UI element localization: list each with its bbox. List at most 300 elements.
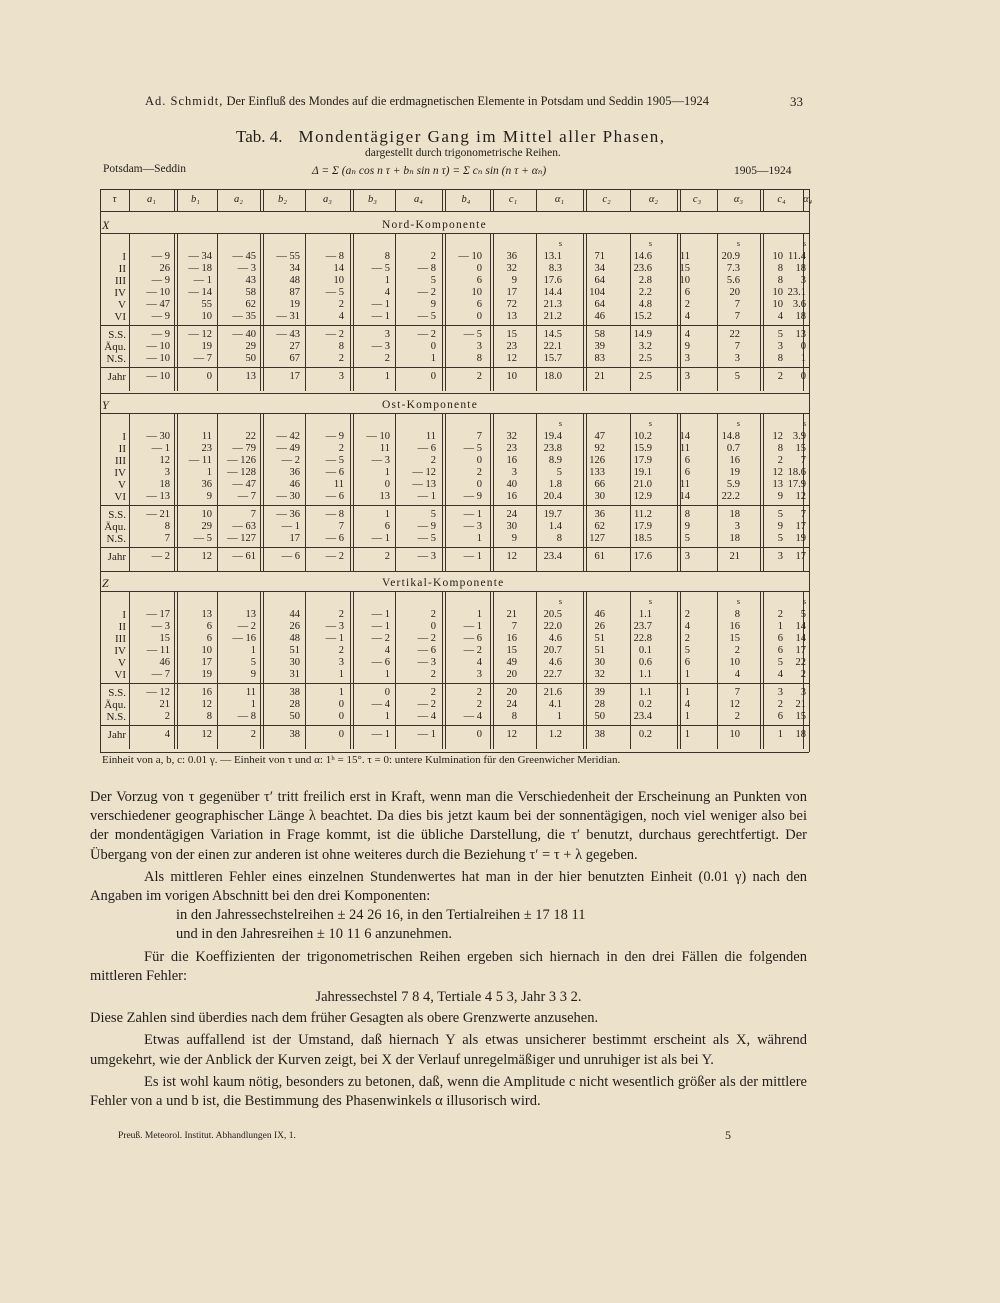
paragraph: in den Jahressechstelreihen ± 24 26 16, in den Tertialreihen ± 17 18 11 — [176, 907, 586, 924]
table-cell: — 3 — [417, 657, 436, 668]
table-cell: 3 — [684, 353, 690, 364]
table-cell: 1 — [250, 699, 256, 710]
table-footnote: Einheit von a, b, c: 0.01 γ. — Einheit von τ und α: 1ʰ = 15°. τ = 0: untere Kulmination für den Greenwicher Meridian. — [102, 754, 621, 766]
table-cell: 5 — [684, 533, 690, 544]
table-cell: 19.7 — [543, 509, 562, 520]
table-cell: 8 — [384, 251, 390, 262]
table-cell: 7 — [734, 299, 740, 310]
table-cell: 8 — [164, 521, 170, 532]
table-cell: 2 — [777, 371, 783, 382]
table-cell: 64 — [594, 299, 605, 310]
table-cell: — 9 — [151, 311, 170, 322]
unit-marker: s — [802, 239, 806, 248]
table-cell: 1.1 — [638, 687, 652, 698]
table-cell: — 1 — [371, 299, 390, 310]
table-cell: 47 — [594, 431, 605, 442]
table-cell: 3 — [338, 657, 344, 668]
table-cell: 31 — [289, 669, 300, 680]
table-cell: — 6 — [325, 467, 344, 478]
table-cell: 8 — [556, 533, 562, 544]
table-cell: — 40 — [232, 329, 256, 340]
table-cell: 50 — [594, 711, 605, 722]
table-cell: 0 — [338, 729, 344, 740]
table-cell: 2 — [476, 687, 482, 698]
table-cell: 2 — [476, 467, 482, 478]
table-cell: 1 — [684, 711, 690, 722]
table-cell: 9 — [777, 491, 783, 502]
row-label: IV — [114, 645, 126, 657]
row-label: Jahr — [107, 371, 126, 383]
table-cell: 3 — [476, 341, 482, 352]
table-cell: 19.1 — [633, 467, 652, 478]
table-cell: 39 — [594, 341, 605, 352]
row-label: Äqu. — [104, 699, 126, 711]
table-cell: 1 — [556, 711, 562, 722]
table-cell: 4 — [384, 287, 390, 298]
table-cell: 19 — [201, 669, 212, 680]
row-label: N.S. — [106, 353, 126, 365]
table-cell: 3 — [684, 551, 690, 562]
table-cell: 8.9 — [548, 455, 562, 466]
table-cell: 21.0 — [633, 479, 652, 490]
column-header: τ — [112, 194, 117, 205]
table-cell: 29 — [201, 521, 212, 532]
unit-marker: s — [558, 419, 562, 428]
table-cell: — 4 — [371, 699, 390, 710]
table-cell: 2 — [430, 669, 436, 680]
table-cell: 10 — [772, 287, 783, 298]
table-cell: 5 — [250, 657, 256, 668]
table-cell: 14 — [795, 621, 806, 632]
table-cell: 11 — [425, 431, 436, 442]
table-cell: 20 — [506, 669, 517, 680]
table-cell: 4.1 — [548, 699, 562, 710]
table-cell: 17 — [289, 533, 300, 544]
table-cell: 50 — [245, 353, 256, 364]
table-cell: 6 — [777, 633, 783, 644]
table-cell: 2.8 — [638, 275, 652, 286]
table-cell: 46 — [289, 479, 300, 490]
section-header-rule — [100, 591, 809, 592]
table-cell: — 30 — [146, 431, 170, 442]
table-cell: 20.5 — [543, 609, 562, 620]
table-cell: 7 — [250, 509, 256, 520]
table-cell: — 2 — [151, 551, 170, 562]
table-cell: — 13 — [412, 479, 436, 490]
table-cell: — 11 — [188, 455, 212, 466]
column-header: b₃ — [368, 194, 377, 205]
table-cell: 43 — [245, 275, 256, 286]
column-header: a₁ — [147, 194, 156, 205]
table-cell: 13 — [245, 609, 256, 620]
table-cell: 12 — [506, 353, 517, 364]
table-years: 1905—1924 — [734, 165, 792, 177]
table-cell: — 10 — [366, 431, 390, 442]
section-title: Nord-Komponente — [382, 219, 487, 231]
table-formula: Δ = Σ (aₙ cos n τ + bₙ sin n τ) = Σ cₙ sin (n τ + αₙ) — [312, 165, 547, 177]
table-cell: 22.1 — [543, 341, 562, 352]
table-cell: 7 — [511, 621, 517, 632]
table-cell: — 1 — [371, 621, 390, 632]
table-cell: 0 — [800, 371, 806, 382]
table-cell: 22.0 — [543, 621, 562, 632]
table-cell: 28 — [289, 699, 300, 710]
table-cell: — 9 — [325, 431, 344, 442]
table-cell: 23.1 — [787, 287, 806, 298]
column-header: b₄ — [461, 194, 471, 205]
table-cell: 0 — [338, 711, 344, 722]
table-cell: 7 — [734, 311, 740, 322]
table-cell: — 7 — [151, 669, 170, 680]
section-symbol: X — [102, 218, 110, 232]
row-group-rule — [100, 725, 809, 726]
unit-marker: s — [558, 239, 562, 248]
table-cell: 10 — [729, 657, 740, 668]
table-cell: — 35 — [232, 311, 256, 322]
column-header: a₄ — [414, 194, 423, 205]
table-cell: — 3 — [463, 521, 482, 532]
table-cell: — 9 — [151, 329, 170, 340]
table-cell: 2 — [338, 609, 344, 620]
table-cell: 4 — [476, 657, 482, 668]
table-cell: 38 — [594, 729, 605, 740]
table-cell: 15.9 — [633, 443, 652, 454]
table-cell: — 1 — [371, 311, 390, 322]
table-cell: 8 — [338, 341, 344, 352]
table-cell: 23 — [201, 443, 212, 454]
table-subtitle: dargestellt durch trigonometrische Reihen. — [365, 147, 561, 159]
column-header: a₃ — [323, 194, 332, 205]
table-cell: 1.1 — [638, 609, 652, 620]
row-group-rule — [100, 325, 809, 326]
section-title: Ost-Komponente — [382, 399, 479, 411]
table-cell: 36 — [289, 467, 300, 478]
table-cell: 127 — [589, 533, 605, 544]
table-cell: — 3 — [151, 621, 170, 632]
table-cell: 19.4 — [543, 431, 562, 442]
table-cell: 1 — [777, 729, 783, 740]
table-cell: 6 — [206, 633, 212, 644]
unit-marker: s — [648, 239, 652, 248]
table-cell: 1 — [476, 609, 482, 620]
row-label: Äqu. — [104, 521, 126, 533]
table-cell: 87 — [289, 287, 300, 298]
table-cell: 15 — [729, 633, 740, 644]
table-cell: 12 — [159, 455, 170, 466]
table-cell: 12 — [772, 467, 783, 478]
page-number: 33 — [790, 94, 803, 109]
table-cell: 0.7 — [726, 443, 740, 454]
row-label: VI — [114, 669, 126, 681]
row-label: III — [115, 633, 126, 645]
column-header: c₁ — [508, 194, 518, 205]
table-cell: 2.5 — [638, 371, 652, 382]
table-cell: 13 — [795, 329, 806, 340]
table-cell: 6 — [684, 467, 690, 478]
table-cell: 6 — [684, 455, 690, 466]
table-cell: 1 — [800, 353, 806, 364]
table-cell: 7.3 — [726, 263, 740, 274]
body-text — [90, 788, 807, 1111]
table-cell: 2 — [684, 609, 690, 620]
column-header: c₃ — [692, 194, 702, 205]
table-cell: 7 — [164, 533, 170, 544]
row-label: S.S. — [108, 329, 126, 341]
table-cell: 0.1 — [638, 645, 652, 656]
table-cell: — 5 — [417, 533, 436, 544]
table-cell: — 6 — [281, 551, 300, 562]
table-cell: 39 — [594, 687, 605, 698]
table-cell: — 17 — [146, 609, 170, 620]
paragraph: Diese Zahlen sind überdies nach dem früher Gesagten als obere Grenzwerte anzusehen. — [90, 1010, 599, 1027]
table-cell: 4 — [684, 699, 690, 710]
table-cell: — 3 — [371, 341, 390, 352]
table-cell: 66 — [594, 479, 605, 490]
table-cell: — 1 — [151, 443, 170, 454]
table-cell: 1 — [384, 275, 390, 286]
table-cell: 3.6 — [792, 299, 806, 310]
row-label: Jahr — [107, 551, 126, 563]
table-cell: 8.3 — [548, 263, 562, 274]
table-cell: 46 — [159, 657, 170, 668]
table-cell: 2 — [338, 645, 344, 656]
table-location: Potsdam—Seddin — [103, 163, 187, 175]
table-cell: 14 — [679, 431, 690, 442]
table-cell: 5 — [556, 467, 562, 478]
table-cell: 3 — [777, 687, 783, 698]
table-cell: 2 — [684, 633, 690, 644]
table-cell: 11 — [245, 687, 256, 698]
table-cell: 8 — [511, 711, 517, 722]
table-cell: — 6 — [371, 657, 390, 668]
table-cell: — 6 — [417, 645, 436, 656]
table-cell: — 63 — [232, 521, 256, 532]
paragraph: Als mittleren Fehler eines einzelnen Stundenwertes hat man in der hier benutzten Einheit (0.01 γ) nach den Angaben im vorigen Abschnitt bei den drei Komponenten: — [90, 868, 807, 905]
table-cell: — 3 — [325, 621, 344, 632]
table-cell: — 2 — [371, 633, 390, 644]
table-cell: 0 — [338, 699, 344, 710]
table-cell: — 49 — [276, 443, 300, 454]
table-cell: 2 — [164, 711, 170, 722]
table-cell: 6 — [384, 521, 390, 532]
row-label: VI — [114, 311, 126, 323]
table-cell: — 8 — [237, 711, 256, 722]
table-cell: 3 — [338, 371, 344, 382]
table-cell: — 10 — [146, 353, 170, 364]
table-cell: 7 — [800, 509, 806, 520]
table-cell: — 1 — [371, 729, 390, 740]
table-cell: 0 — [430, 621, 436, 632]
table-cell: 1.1 — [638, 669, 652, 680]
table-cell: 26 — [594, 621, 605, 632]
table-cell: 12.9 — [633, 491, 652, 502]
table-cell: 17.6 — [633, 551, 652, 562]
table-cell: 23 — [506, 341, 517, 352]
table-cell: — 9 — [463, 491, 482, 502]
unit-marker: s — [736, 239, 740, 248]
table-cell: 0 — [476, 455, 482, 466]
table-cell: 48 — [289, 275, 300, 286]
table-cell: 4 — [684, 311, 690, 322]
row-label: III — [115, 275, 126, 287]
table-cell: 3 — [164, 467, 170, 478]
table-cell: 10 — [201, 645, 212, 656]
table-cell: 3 — [684, 371, 690, 382]
table-cell: 20 — [506, 687, 517, 698]
table-cell: 2 — [777, 609, 783, 620]
table-cell: 40 — [506, 479, 517, 490]
table-cell: 22 — [245, 431, 256, 442]
unit-marker: s — [736, 419, 740, 428]
row-label: V — [118, 299, 126, 311]
row-group-rule — [100, 683, 809, 684]
table-cell: 1.2 — [548, 729, 562, 740]
table-cell: 5 — [800, 609, 806, 620]
table-cell: 5 — [777, 657, 783, 668]
table-cell: 15 — [506, 329, 517, 340]
table-cell: 20 — [729, 287, 740, 298]
table-cell: 26 — [159, 263, 170, 274]
row-label: S.S. — [108, 687, 126, 699]
table-cell: 14 — [795, 633, 806, 644]
table-cell: 6 — [476, 275, 482, 286]
table-cell: — 1 — [325, 633, 344, 644]
column-header: α₃ — [733, 194, 744, 205]
row-label: N.S. — [106, 711, 126, 723]
table-cell: 30 — [506, 521, 517, 532]
table-cell: 16 — [506, 455, 517, 466]
row-label: II — [118, 621, 126, 633]
table-cell: — 18 — [188, 263, 212, 274]
table-cell: 2 — [734, 711, 740, 722]
table-cell: 38 — [289, 729, 300, 740]
table-cell: 5 — [430, 509, 436, 520]
table-cell: 36 — [506, 251, 517, 262]
table-cell: 2 — [338, 299, 344, 310]
row-label: N.S. — [106, 533, 126, 545]
table-cell: 3 — [476, 669, 482, 680]
table-cell: 6 — [777, 645, 783, 656]
paragraph: Jahressechstel 7 8 4, Tertiale 4 5 3, Jahr 3 3 2. — [315, 989, 582, 1006]
table-cell: — 7 — [193, 353, 212, 364]
table-cell: 5.9 — [726, 479, 740, 490]
table-cell: — 8 — [325, 509, 344, 520]
table-cell: 36 — [201, 479, 212, 490]
table-cell: 2 — [430, 251, 436, 262]
table-cell: 30 — [594, 491, 605, 502]
section-header-rule — [100, 233, 809, 234]
table-cell: — 42 — [276, 431, 300, 442]
row-label: II — [118, 443, 126, 455]
table-cell: 3 — [734, 521, 740, 532]
table-cell: 1 — [430, 353, 436, 364]
table-cell: 48 — [289, 633, 300, 644]
table-cell: — 1 — [417, 491, 436, 502]
table-cell: — 5 — [325, 287, 344, 298]
table-cell: — 16 — [232, 633, 256, 644]
table-cell: 5 — [777, 329, 783, 340]
table-cell: 0 — [430, 341, 436, 352]
table-cell: 13.1 — [543, 251, 562, 262]
table-cell: 17.9 — [787, 479, 806, 490]
table-cell: 9 — [511, 275, 517, 286]
table-cell: 26 — [289, 621, 300, 632]
table-cell: 11 — [379, 443, 390, 454]
table-cell: 10 — [772, 299, 783, 310]
table-cell: 62 — [245, 299, 256, 310]
table-cell: 14.8 — [721, 431, 740, 442]
table-cell: 4 — [338, 311, 344, 322]
table-cell: 46 — [594, 311, 605, 322]
table-cell: 12 — [201, 729, 212, 740]
table-cell: — 6 — [463, 633, 482, 644]
table-cell: — 10 — [146, 287, 170, 298]
table-cell: 8 — [777, 275, 783, 286]
table-cell: — 61 — [232, 551, 256, 562]
table-cell: 11.4 — [788, 251, 806, 262]
table-cell: 0 — [430, 371, 436, 382]
table-cell: — 10 — [458, 251, 482, 262]
table-cell: 8 — [476, 353, 482, 364]
row-label: Jahr — [107, 729, 126, 741]
table-cell: 4.6 — [548, 657, 562, 668]
table-cell: 12 — [506, 729, 517, 740]
table-cell: 2 — [777, 455, 783, 466]
table-cell: — 12 — [412, 467, 436, 478]
table-cell: 133 — [589, 467, 605, 478]
table-cell: 11 — [679, 251, 690, 262]
table-cell: 23.8 — [543, 443, 562, 454]
row-group-rule — [100, 505, 809, 506]
table-cell: 1 — [338, 687, 344, 698]
table-cell: 6 — [206, 621, 212, 632]
table-cell: 23.6 — [633, 263, 652, 274]
table-cell: 1 — [250, 645, 256, 656]
table-cell: 18.0 — [543, 371, 562, 382]
table-cell: 0.6 — [638, 657, 652, 668]
table-cell: — 1 — [417, 729, 436, 740]
table-cell: 11 — [679, 443, 690, 454]
table-cell: 23 — [506, 443, 517, 454]
table-cell: — 5 — [325, 455, 344, 466]
row-label: IV — [114, 467, 126, 479]
table-cell: 19 — [201, 341, 212, 352]
table-cell: 1 — [684, 729, 690, 740]
imprint: Preuß. Meteorol. Institut. Abhandlungen IX, 1. — [118, 1131, 296, 1141]
table-cell: — 3 — [237, 263, 256, 274]
table-cell: 5 — [684, 645, 690, 656]
table-cell: — 3 — [371, 455, 390, 466]
row-label: I — [122, 431, 126, 443]
table-cell: — 2 — [281, 455, 300, 466]
table-cell: 1 — [384, 669, 390, 680]
table-cell: 2 — [384, 551, 390, 562]
table-cell: 0 — [476, 311, 482, 322]
table-cell: 14.9 — [633, 329, 652, 340]
table-cell: 1 — [384, 467, 390, 478]
running-head — [145, 94, 825, 109]
table-cell: 10 — [679, 275, 690, 286]
table-cell: — 2 — [237, 621, 256, 632]
table-cell: — 1 — [371, 609, 390, 620]
row-group-rule — [100, 547, 809, 548]
table-cell: 4.6 — [548, 633, 562, 644]
table-cell: 28 — [594, 699, 605, 710]
table-cell: 20.9 — [721, 251, 740, 262]
row-label: Äqu. — [104, 341, 126, 353]
table-cell: 5 — [430, 275, 436, 286]
table-cell: 13 — [772, 479, 783, 490]
